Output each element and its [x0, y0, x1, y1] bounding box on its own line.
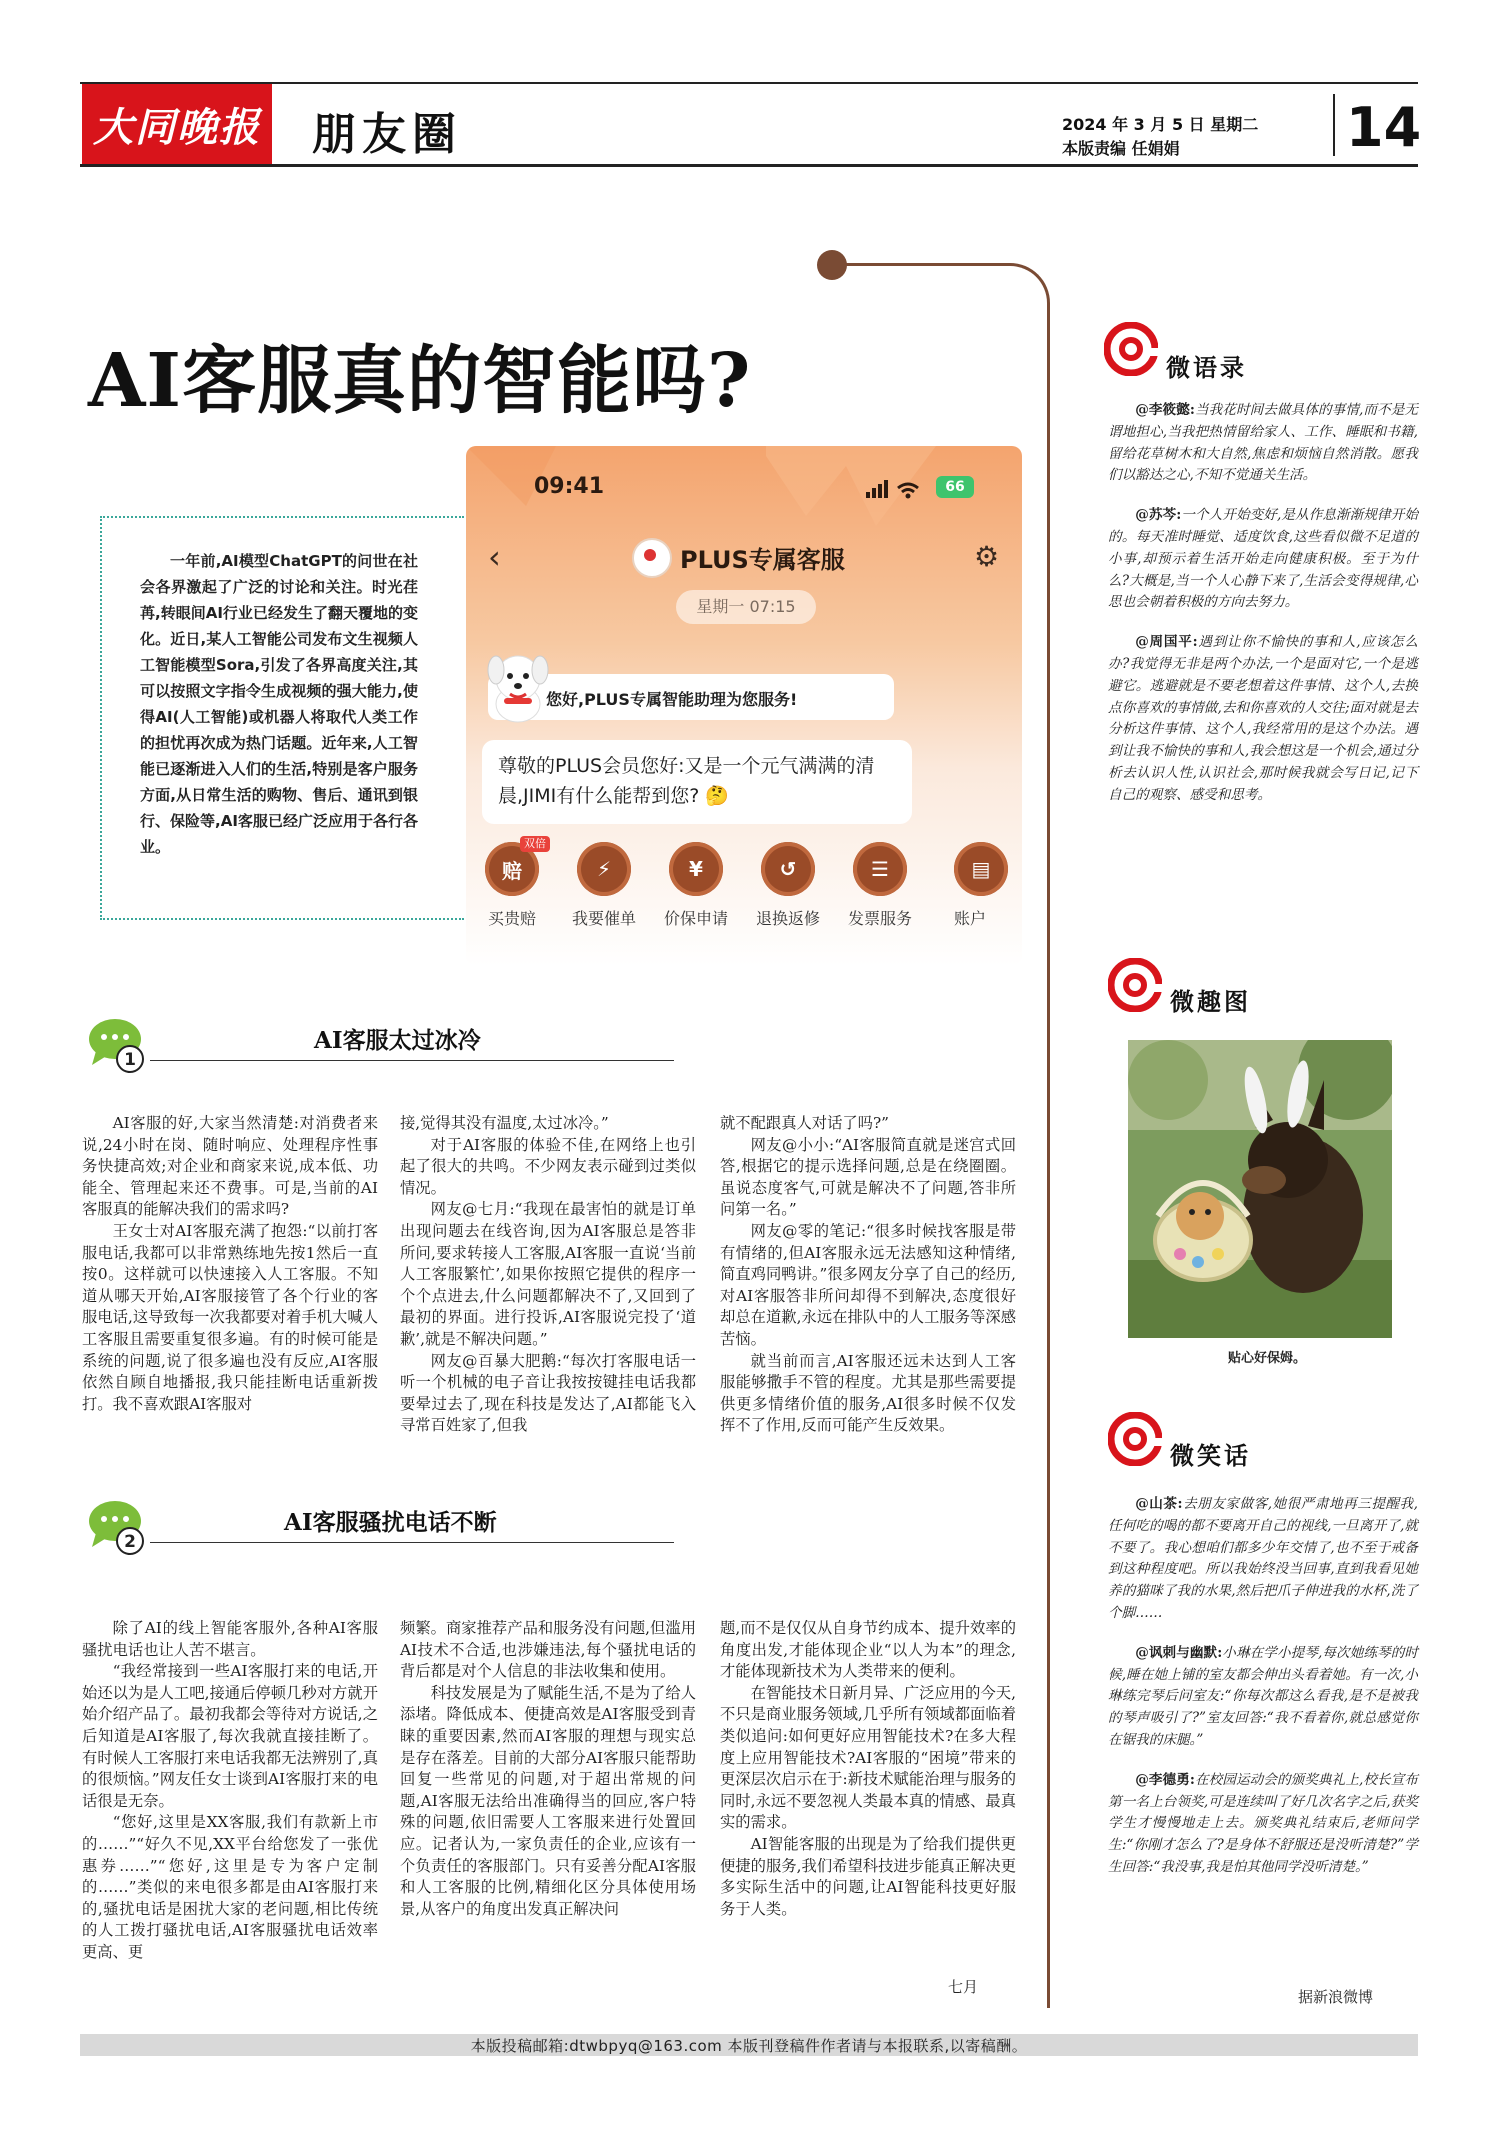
customer-service-screenshot — [466, 446, 1022, 966]
newspaper-logo — [82, 84, 272, 164]
paragraph: 题,而不是仅仅从自身节约成本、提升效率的角度出发,才能体现企业“以人为本”的理念,才能体现新技术为人类带来的便利。 — [720, 1619, 1016, 1681]
tool-icon: ¥ — [669, 842, 723, 896]
joke-entry — [1108, 1494, 1418, 1625]
status-time: 09:41 — [534, 474, 605, 499]
section-name: 朋友圈 — [312, 109, 462, 160]
tool-icon: ▤ — [954, 842, 1008, 896]
divider-dot — [817, 250, 847, 280]
page-number: 14 — [1346, 96, 1422, 159]
paragraph: 对于AI客服的体验不佳,在网络上也引起了很大的共鸣。不少网友表示碰到过类似情况。 — [400, 1135, 696, 1197]
quote-text: 当我花时间去做具体的事情,而不是无谓地担心,当我把热情留给家人、工作、睡眠和书籍,留给花草树木和大自然,焦虑和烦恼自然消散。愿我们以豁达之心,不知不觉通关生活。 — [1108, 402, 1418, 484]
quote-entry — [1108, 632, 1418, 806]
tool-return-repair[interactable] — [742, 842, 834, 929]
tool-icon: 赔 — [485, 842, 539, 896]
speech-bubble-icon — [86, 1497, 144, 1555]
signal-wifi-icon — [866, 478, 926, 500]
section-1-title: AI客服太过冰冷 — [314, 1027, 481, 1054]
section-2-title: AI客服骚扰电话不断 — [284, 1509, 497, 1536]
quote-entry — [1108, 400, 1418, 487]
paragraph: 就当前而言,AI客服还远未达到人工客服能够撒手不管的程度。尤其是那些需要提供更多情绪价值的服务,AI很多时候不仅发挥不了作用,反而可能产生反效果。 — [720, 1351, 1016, 1435]
paragraph: 接,觉得其没有温度,太过冰冷。” — [400, 1114, 609, 1132]
photo-caption: 贴心好保姆。 — [1228, 1351, 1307, 1366]
paragraph: 就不配跟真人对话了吗?” — [720, 1114, 889, 1132]
section-1-column-1 — [82, 1113, 378, 1415]
paragraph: 网友@小小:“AI客服简直就是迷宫式回答,根据它的提示选择问题,总是在绕圈圈。虽说态度客气,可就是解决不了问题,答非所问第一名。” — [720, 1135, 1016, 1219]
header-bottom-rule — [80, 164, 1418, 167]
double-badge: 双倍 — [520, 836, 550, 852]
header-top-rule — [80, 82, 1418, 84]
weixiaohua-jokes — [1108, 1494, 1418, 1897]
section-number: 2 — [124, 1532, 136, 1552]
battery-indicator: 66 — [936, 476, 974, 498]
joke-author: @李德勇: — [1135, 1771, 1195, 1788]
dog-mascot-icon — [480, 648, 556, 728]
tool-label: 退换返修 — [755, 909, 820, 928]
assistant-message-text: 尊敬的PLUS会员您好:又是一个元气满满的清晨,JIMI有什么能帮到您? — [498, 755, 875, 807]
section-2-rule — [150, 1542, 674, 1543]
quote-author: @李筱懿: — [1135, 402, 1195, 418]
paragraph: 网友@零的笔记:“很多时候找客服是带有情绪的,但AI客服永远无法感知这种情绪,简直鸡同鸭讲。”很多网友分享了自己的经历,对AI客服答非所问却得不到解决,态度很好却总在道歉,永远在排队中的人工服务等深感苦恼。 — [720, 1221, 1016, 1348]
article-title: AI客服真的智能吗? — [88, 338, 752, 424]
paragraph: “您好,这里是XX客服,我们有款新上市的……”“好久不见,XX平台给您发了一张优惠券……”“您好,这里是专为客户定制的……”类似的来电很多都是由AI客服打来的,骚扰电话是困扰大家的老问题,相比传统的人工拨打骚扰电话,AI客服骚扰电话效率更高、更 — [82, 1813, 378, 1961]
paragraph: 在智能技术日新月异、广泛应用的今天,不只是商业服务领域,几乎所有领域都面临着类似追问:如何更好应用智能技术?在多大程度上应用智能技术?AI客服的“困境”带来的更深层次启示在于:新技术赋能治理与服务的同时,永远不要忽视人类最本真的情感、最真实的需求。 — [720, 1683, 1016, 1832]
section-1-column-2 — [400, 1113, 696, 1437]
at-sign-icon — [1108, 1412, 1162, 1466]
joke-entry — [1108, 1643, 1418, 1752]
weiqutu-heading: 微趣图 — [1170, 987, 1251, 1016]
joke-text: 去朋友家做客,她很严肃地再三提醒我,任何吃的喝的都不要离开自己的视线,一旦离开了,就不要了。我心想咱们都多少年交情了,也不至于戒备到这种程度吧。所以我始终没当回事,直到我看见她养的猫咪了我的水果,然后把爪子伸进我的水杯,洗了个脚…… — [1108, 1496, 1418, 1621]
tool-invoice-service[interactable] — [834, 842, 926, 929]
quick-service-toolbar — [466, 838, 1022, 966]
tool-account[interactable] — [926, 842, 1022, 929]
speech-bubble-icon — [86, 1015, 144, 1073]
tool-price-protection[interactable] — [650, 842, 742, 929]
weixiaohua-heading: 微笑话 — [1170, 1441, 1251, 1470]
joke-author: @讽刺与幽默: — [1135, 1644, 1223, 1661]
weiyulu-heading: 微语录 — [1166, 353, 1247, 382]
page-editor: 本版责编 任娟娟 — [1062, 139, 1180, 158]
joke-text: 小琳在学小提琴,每次她练琴的时候,睡在她上铺的室友都会伸出头看着她。有一次,小琳练完琴后问室友:“你每次都这么看我,是不是被我的琴声吸引了?”室友回答:“我不看着你,就总感觉你在锯我的床腿。” — [1108, 1644, 1418, 1748]
paragraph: 科技发展是为了赋能生活,不是为了给人添堵。降低成本、便捷高效是AI客服受到青睐的重要因素,然而AI客服的理想与现实总是存在落差。目前的大部分AI客服只能帮助回复一些常见的问题,对于超出常规的问题,AI客服无法给出准确得当的回应,客户特殊的问题,依旧需要人工客服来进行处置回应。记者认为,一家负责任的企业,应该有一个负责任的客服部门。只有妥善分配AI客服和人工客服的比例,精细化区分具体使用场景,从客户的角度出发真正解决问 — [400, 1683, 696, 1918]
section-number: 1 — [124, 1050, 136, 1070]
paragraph: AI智能客服的出现是为了给我们提供更便捷的服务,我们希望科技进步能真正解决更多实际生活中的问题,让AI智能科技更好服务于人类。 — [720, 1834, 1016, 1918]
back-chevron-icon[interactable]: ‹ — [488, 538, 501, 576]
intro-paragraph: 一年前,AI模型ChatGPT的问世在社会各界激起了广泛的讨论和关注。时光荏苒,转眼间AI行业已经发生了翻天覆地的变化。近日,某人工智能公司发布文生视频人工智能模型Sora,引发了各界高度关注,其可以按照文字指令生成视频的强大能力,使得AI(人工智能)或机器人将取代人类工作的担忧再次成为热门话题。近年来,人工智能已逐渐进入人们的生活,特别是客户服务方面,从日常生活的购物、售后、通讯到银行、保险等,AI客服已经广泛应用于各行各业。 — [140, 552, 418, 856]
paragraph: 王女士对AI客服充满了抱怨:“以前打客服电话,我都可以非常熟练地先按1然后一直按0。这样就可以快速接入人工客服。不知道从哪天开始,AI客服接管了各个行业的客服电话,这导致每一次我都要对着手机大喊人工客服且需要重复很多遍。有的时候可能是系统的问题,说了很多遍也没有反应,AI客服依然自顾自地播报,我只能挂断电话重新拨打。我不喜欢跟AI客服对 — [82, 1221, 378, 1413]
tool-icon: ☰ — [853, 842, 907, 896]
message-timestamp: 星期一 07:15 — [676, 590, 816, 624]
chat-title: PLUS专属客服 — [680, 546, 845, 574]
thinking-emoji: 🤔 — [705, 785, 730, 807]
section-2-column-3 — [720, 1618, 1016, 1920]
divider-curve — [832, 263, 1050, 333]
logo-text: 大同晚报 — [93, 103, 261, 151]
tool-price-compensation[interactable] — [466, 842, 558, 929]
tool-label: 发票服务 — [847, 909, 912, 928]
quote-author: @苏芩: — [1135, 507, 1182, 524]
issue-date: 2024 年 3 月 5 日 星期二 — [1062, 115, 1259, 134]
quote-entry — [1108, 505, 1418, 614]
joke-entry — [1108, 1770, 1418, 1879]
tool-icon: ↺ — [761, 842, 815, 896]
joke-author: @山茶: — [1135, 1496, 1183, 1512]
quote-text: 遇到让你不愉快的事和人,应该怎么办?我觉得无非是两个办法,一个是面对它,一个是逃避它。逃避就是不要老想着这件事情、这个人,去换点你喜欢的事情做,去和你喜欢的人交往;面对就是去分析这件事情、这个人,我经常用的是这个办法。遇到让我不愉快的事和人,我会想这是一个机会,通过分析去认识人性,认识社会,那时候我就会写日记,记下自己的观察、感受和思考。 — [1108, 634, 1418, 803]
footer-contact: 本版投稿邮箱:dtwbpyq@163.com 本版刊登稿件作者请与本报联系,以寄稿酬。 — [470, 2037, 1028, 2055]
source-note: 据新浪微博 — [1298, 1988, 1374, 2006]
greeting-message: 您好,PLUS专属智能助理为您服务! — [546, 690, 798, 709]
tool-label: 价保申请 — [663, 909, 728, 928]
section-2-column-2 — [400, 1618, 696, 1920]
dog-photo — [1128, 1040, 1392, 1338]
quote-author: @周国平: — [1135, 634, 1198, 651]
assistant-message — [498, 751, 898, 811]
weiyulu-quotes — [1108, 400, 1418, 825]
article-intro — [140, 548, 418, 860]
paragraph: 除了AI的线上智能客服外,各种AI客服骚扰电话也让人苦不堪言。 — [82, 1619, 378, 1659]
header-vertical-rule — [1333, 94, 1335, 156]
paragraph: 网友@七月:“我现在最害怕的就是订单出现问题去在线咨询,因为AI客服总是答非所问,要求转接人工客服,AI客服一直说‘当前人工客服繁忙’,如果你按照它提供的程序一个个点进去,什么问题都解决不了,又回到了最初的界面。进行投诉,AI客服说完投了‘道歉’,就是不解决问题。” — [400, 1200, 696, 1348]
tool-label: 我要催单 — [571, 909, 636, 928]
at-sign-icon — [1104, 322, 1158, 376]
paragraph: “我经常接到一些AI客服打来的电话,开始还以为是人工吧,接通后停顿几秒对方就开始介绍产品了。最初我都会等待对方说话,之后知道是AI客服了,每次我就直接挂断了。有时候人工客服打来电话我都无法辨别了,真的很烦恼。”网友任女士谈到AI客服打来的电话很是无奈。 — [82, 1662, 378, 1810]
dog-with-basket-image — [1128, 1040, 1392, 1338]
at-sign-icon — [1108, 958, 1162, 1012]
section-1-rule — [150, 1060, 674, 1061]
tool-label: 买贵赔 — [487, 909, 536, 928]
article-byline: 七月 — [948, 1978, 979, 1996]
settings-gear-icon[interactable]: ⚙ — [974, 540, 1000, 573]
paragraph: 网友@百暴大肥鹅:“每次打客服电话一听一个机械的电子音让我按按键挂电话我都要晕过去了,现在科技是发达了,AI都能飞入寻常百姓家了,但我 — [400, 1351, 696, 1435]
tool-icon: ⚡ — [577, 842, 631, 896]
section-2-column-1 — [82, 1618, 378, 1964]
section-1-column-3 — [720, 1113, 1016, 1437]
tool-label: 账户 — [954, 909, 987, 928]
quote-text: 一个人开始变好,是从作息渐渐规律开始的。每天准时睡觉、适度饮食,这些看似微不足道的小事,却预示着生活开始走向健康积极。至于为什么?大概是,当一个人心静下来了,生活会变得规律,心思也会朝着积极的方向去努力。 — [1108, 507, 1418, 611]
avatar-dot — [644, 549, 656, 561]
joke-text: 在校园运动会的颁奖典礼上,校长宣布第一名上台领奖,可是连续叫了好几次名字之后,获奖学生才慢慢地走上去。颁奖典礼结束后,老师问学生:“你刚才怎么了?是身体不舒服还是没听清楚?”学生回答:“我没事,我是怕其他同学没听清楚。” — [1108, 1771, 1418, 1875]
paragraph: 频繁。商家推荐产品和服务没有问题,但滥用AI技术不合适,也涉嫌违法,每个骚扰电话的背后都是对个人信息的非法收集和使用。 — [400, 1619, 696, 1681]
column-divider-line — [1047, 330, 1050, 2008]
paragraph: AI客服的好,大家当然清楚:对消费者来说,24小时在岗、随时响应、处理程序性事务快捷高效;对企业和商家来说,成本低、功能全、管理起来还不费事。可是,当前的AI客服真的能解决我们的需求吗? — [82, 1114, 378, 1219]
tool-urge-order[interactable] — [558, 842, 650, 929]
